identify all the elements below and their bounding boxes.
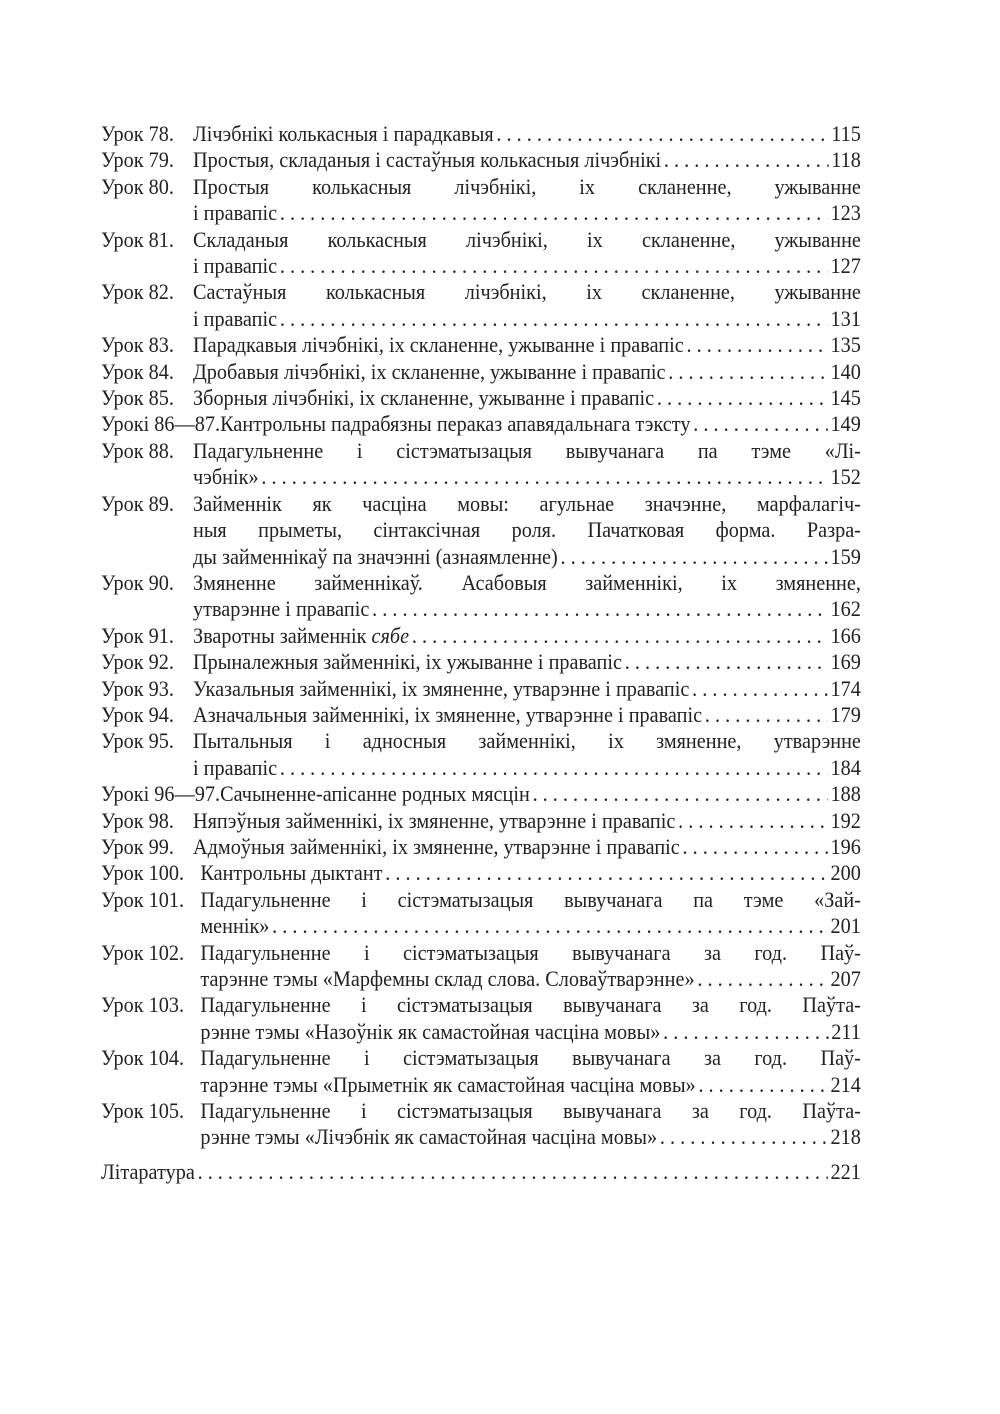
toc-entry[interactable]	[101, 834, 861, 860]
toc-title-last-line: Указальныя займеннікі, іх змяненне, утварэнне і правапіс	[193, 675, 690, 701]
toc-title-emphasis: сябе	[371, 622, 410, 648]
dot-leader	[664, 147, 829, 173]
dot-leader	[280, 253, 828, 279]
toc-entry-label: Урок 85.	[101, 385, 174, 411]
toc-title-last-line: Сачыненне-апісанне родных мясцін	[220, 781, 530, 807]
toc-entry-title	[220, 411, 861, 437]
toc-page-number: 211	[831, 1018, 861, 1044]
toc-entry[interactable]	[101, 702, 861, 728]
toc-page-number: 140	[830, 358, 861, 384]
toc-entry-label: Урок 78.	[101, 121, 174, 146]
toc-entry-label: Урок 80.	[101, 173, 174, 199]
toc-entry-label: Урок 104.	[101, 1045, 185, 1071]
toc-entry-title	[200, 992, 861, 1045]
toc-entry[interactable]	[101, 623, 861, 649]
toc-title-line: Змяненне займеннікаў. Асабовыя займеннікі, іх змяненне,	[193, 569, 861, 595]
toc-entry-title	[193, 227, 861, 280]
toc-entry[interactable]	[101, 808, 861, 834]
toc-page-number: 184	[830, 754, 861, 780]
toc-page-number: 221	[830, 1158, 861, 1184]
toc-page-number: 207	[830, 966, 861, 991]
toc-entry-title	[193, 649, 861, 675]
toc-entry-title	[193, 438, 861, 491]
toc-title-last-line: утварэнне і правапіс	[193, 596, 370, 622]
literature-label: Літаратура	[101, 1158, 195, 1184]
toc-entry-title	[193, 279, 861, 332]
toc-page-number: 131	[830, 305, 861, 331]
toc-entry-label: Урок 81.	[101, 226, 174, 252]
toc-title-line: Складаныя колькасныя лічэбнікі, іх скланенне, ужыванне	[193, 226, 861, 252]
toc-entry-label: Урок 91.	[101, 622, 174, 648]
dot-leader	[663, 1019, 828, 1045]
toc-title-last-line: ды займеннікаў па значэнні (азнаямленне)	[193, 543, 558, 569]
dot-leader	[693, 411, 828, 437]
toc-entry[interactable]	[101, 121, 861, 147]
toc-entry-label: Урок 83.	[101, 332, 174, 358]
toc-title-line: Пытальныя і адносныя займеннікі, іх змяненне, утварэнне	[193, 728, 861, 754]
dot-leader	[692, 676, 828, 702]
toc-title-last-line: і правапіс	[193, 305, 278, 331]
toc-entry-label: Урокі 86—87.	[101, 411, 221, 437]
toc-entry-label: Урокі 96—97.	[101, 781, 221, 807]
toc-entry-label: Урок 101.	[101, 886, 185, 912]
toc-title-last-line: меннік»	[200, 913, 270, 939]
toc-title-last-line: рэнне тэмы «Лічэбнік як самастойная часціна мовы»	[200, 1124, 658, 1150]
dot-leader	[280, 200, 828, 226]
toc-page-number: 149	[830, 411, 861, 437]
toc-entry-title	[200, 1098, 861, 1151]
toc-page-number: 196	[830, 833, 861, 859]
toc-title-last-line: рэнне тэмы «Назоўнік як самастойная часціна мовы»	[200, 1018, 661, 1044]
dot-leader	[198, 1159, 828, 1185]
toc-entry[interactable]	[101, 728, 861, 781]
toc-entry-label: Урок 92.	[101, 649, 174, 675]
dot-leader	[533, 781, 828, 807]
toc-title-last-line: Прыналежныя займеннікі, іх ужыванне і правапіс	[193, 649, 622, 675]
toc-page-number: 179	[830, 701, 861, 727]
toc-entry-title	[193, 332, 861, 358]
toc-entry[interactable]	[101, 1045, 861, 1098]
toc-page-number: 218	[830, 1124, 861, 1150]
table-of-contents	[101, 121, 861, 1185]
toc-title-line: Падагульненне і сістэматызацыя вывучанага за год. Паў-	[200, 1045, 861, 1071]
toc-page-number: 123	[830, 200, 861, 226]
toc-title-last-line: Кантрольны падрабязны пераказ апавядальнага тэксту	[220, 411, 691, 437]
toc-page-number: 159	[830, 543, 861, 569]
toc-entry-label: Урок 95.	[101, 728, 174, 754]
dot-leader	[697, 966, 827, 992]
toc-entry-title	[193, 121, 861, 147]
toc-entry-title	[193, 570, 861, 623]
toc-page-number: 162	[830, 596, 861, 622]
toc-entry[interactable]	[101, 781, 861, 807]
toc-title-line: Састаўныя колькасныя лічэбнікі, іх скланенне, ужыванне	[193, 279, 861, 305]
toc-page-number: 200	[830, 860, 861, 886]
toc-page-number: 118	[831, 147, 861, 173]
toc-title-last-line: Лічэбнікі колькасныя і парадкавыя	[193, 121, 494, 146]
toc-entry-title	[193, 147, 861, 173]
toc-entry-label: Урок 103.	[101, 992, 185, 1018]
toc-title-line: ныя прыметы, сінтаксічная роля. Пачатковая форма. Разра-	[193, 517, 861, 543]
toc-entry-title	[193, 385, 861, 411]
toc-entry-label: Урок 105.	[101, 1098, 185, 1124]
toc-entry[interactable]	[101, 992, 861, 1045]
toc-title-last-line: Азначальныя займеннікі, іх змяненне, утварэнне і правапіс	[193, 701, 703, 727]
toc-page-number: 174	[830, 675, 861, 701]
toc-entry-label: Урок 102.	[101, 939, 185, 965]
dot-leader	[705, 702, 828, 728]
toc-entry-label: Урок 99.	[101, 833, 174, 859]
toc-page-number: 214	[830, 1071, 861, 1097]
toc-entry-title	[193, 834, 861, 860]
dot-leader	[385, 860, 828, 886]
dot-leader	[496, 121, 828, 147]
toc-page-number: 201	[830, 913, 861, 939]
toc-title-last-line: Няпэўныя займеннікі, іх змяненне, утварэнне і правапіс	[193, 807, 676, 833]
toc-entry[interactable]	[101, 570, 861, 623]
toc-entry-label: Урок 98.	[101, 807, 174, 833]
dot-leader	[372, 596, 828, 622]
dot-leader	[668, 359, 827, 385]
toc-page-number: 152	[830, 464, 861, 490]
toc-entry[interactable]	[101, 332, 861, 358]
toc-entry-title	[193, 174, 861, 227]
dot-leader	[678, 808, 828, 834]
dot-leader	[686, 332, 827, 358]
toc-entry-title	[200, 940, 861, 993]
dot-leader	[698, 1072, 827, 1098]
toc-entry[interactable]	[101, 860, 861, 886]
section-gap	[101, 1151, 861, 1159]
toc-title-last-line: Кантрольны дыктант	[200, 860, 383, 886]
toc-entry-literature[interactable]	[101, 1159, 861, 1185]
toc-entry[interactable]	[101, 174, 861, 227]
dot-leader	[660, 1124, 828, 1150]
toc-entry[interactable]	[101, 411, 861, 437]
toc-title-last-line: тарэнне тэмы «Марфемны склад слова. Словаўтварэнне»	[200, 966, 695, 991]
toc-entry-title	[193, 728, 861, 781]
toc-entry-label: Урок 82.	[101, 279, 174, 305]
toc-title-last-line: Дробавыя лічэбнікі, іх скланенне, ужыванне і правапіс	[193, 358, 666, 384]
toc-entry[interactable]	[101, 147, 861, 173]
toc-entry-title	[200, 1045, 861, 1098]
toc-title-last-line: Парадкавыя лічэбнікі, іх скланенне, ужыванне і правапіс	[193, 332, 684, 358]
toc-entry[interactable]	[101, 940, 861, 993]
toc-page-number: 115	[831, 121, 861, 146]
toc-title-last-line: Зборныя лічэбнікі, іх скланенне, ужыванне і правапіс	[193, 385, 655, 411]
toc-title-last-line: тарэнне тэмы «Прыметнік як самастойная часціна мовы»	[200, 1071, 696, 1097]
toc-title-line: Падагульненне і сістэматызацыя вывучанага па тэме «Зай-	[200, 886, 861, 912]
toc-entry-label: Урок 88.	[101, 437, 174, 463]
dot-leader	[412, 623, 828, 649]
toc-entry-label: Урок 100.	[101, 860, 185, 886]
toc-page-number: 135	[830, 332, 861, 358]
toc-title-line: Падагульненне і сістэматызацыя вывучанага за год. Паў-	[200, 939, 861, 965]
toc-entry-label: Урок 84.	[101, 358, 174, 384]
toc-entry-label: Урок 93.	[101, 675, 174, 701]
toc-entry-title	[193, 491, 861, 570]
toc-entry[interactable]	[101, 491, 861, 570]
toc-entry[interactable]	[101, 385, 861, 411]
toc-entry-title	[193, 808, 861, 834]
toc-page-number: 127	[830, 253, 861, 279]
toc-entry-title	[193, 359, 861, 385]
toc-title-last-line: Адмоўныя займеннікі, іх змяненне, утварэнне і правапіс	[193, 833, 680, 859]
toc-entry-title	[193, 702, 861, 728]
toc-entry[interactable]	[101, 1098, 861, 1151]
toc-entry[interactable]	[101, 649, 861, 675]
toc-title-line: Падагульненне і сістэматызацыя вывучанага па тэме «Лі-	[193, 437, 861, 463]
toc-page-number: 188	[830, 781, 861, 807]
toc-entry-title	[220, 781, 861, 807]
toc-title-line: Падагульненне і сістэматызацыя вывучанага за год. Паўта-	[200, 1098, 861, 1124]
dot-leader	[272, 913, 828, 939]
toc-entry-label: Урок 89.	[101, 490, 174, 516]
toc-entry-title	[193, 676, 861, 702]
toc-title-last-line: чэбнік»	[193, 464, 259, 490]
dot-leader	[261, 464, 827, 490]
dot-leader	[280, 755, 828, 781]
toc-entry-label: Урок 94.	[101, 701, 174, 727]
toc-entry[interactable]	[101, 438, 861, 491]
dot-leader	[657, 385, 828, 411]
toc-title-last-line: і правапіс	[193, 253, 278, 279]
dot-leader	[561, 544, 828, 570]
toc-entry-title	[200, 860, 861, 886]
toc-entry-title	[193, 623, 861, 649]
toc-entry[interactable]	[101, 279, 861, 332]
toc-entry[interactable]	[101, 887, 861, 940]
toc-entry[interactable]	[101, 227, 861, 280]
toc-title-line: Падагульненне і сістэматызацыя вывучанага за год. Паўта-	[200, 992, 861, 1018]
dot-leader	[280, 306, 828, 332]
dot-leader	[683, 834, 828, 860]
toc-entry[interactable]	[101, 676, 861, 702]
toc-page-number: 192	[830, 807, 861, 833]
toc-page-number: 166	[830, 622, 861, 648]
toc-title-line: Простыя колькасныя лічэбнікі, іх скланенне, ужыванне	[193, 173, 861, 199]
toc-entry-label: Урок 90.	[101, 569, 174, 595]
toc-entry-label: Урок 79.	[101, 147, 174, 173]
toc-page-number: 169	[830, 649, 861, 675]
toc-page-number: 145	[830, 385, 861, 411]
dot-leader	[625, 649, 828, 675]
toc-title-last-line: Зваротны займеннік	[193, 622, 367, 648]
toc-entry-title	[200, 887, 861, 940]
toc-title-last-line: і правапіс	[193, 754, 278, 780]
toc-title-line: Займеннік як часціна мовы: агульнае значэнне, марфалагіч-	[193, 490, 861, 516]
toc-entry[interactable]	[101, 359, 861, 385]
toc-title-last-line: і правапіс	[193, 200, 278, 226]
toc-title-last-line: Простыя, складаныя і састаўныя колькасныя лічэбнікі	[193, 147, 662, 173]
